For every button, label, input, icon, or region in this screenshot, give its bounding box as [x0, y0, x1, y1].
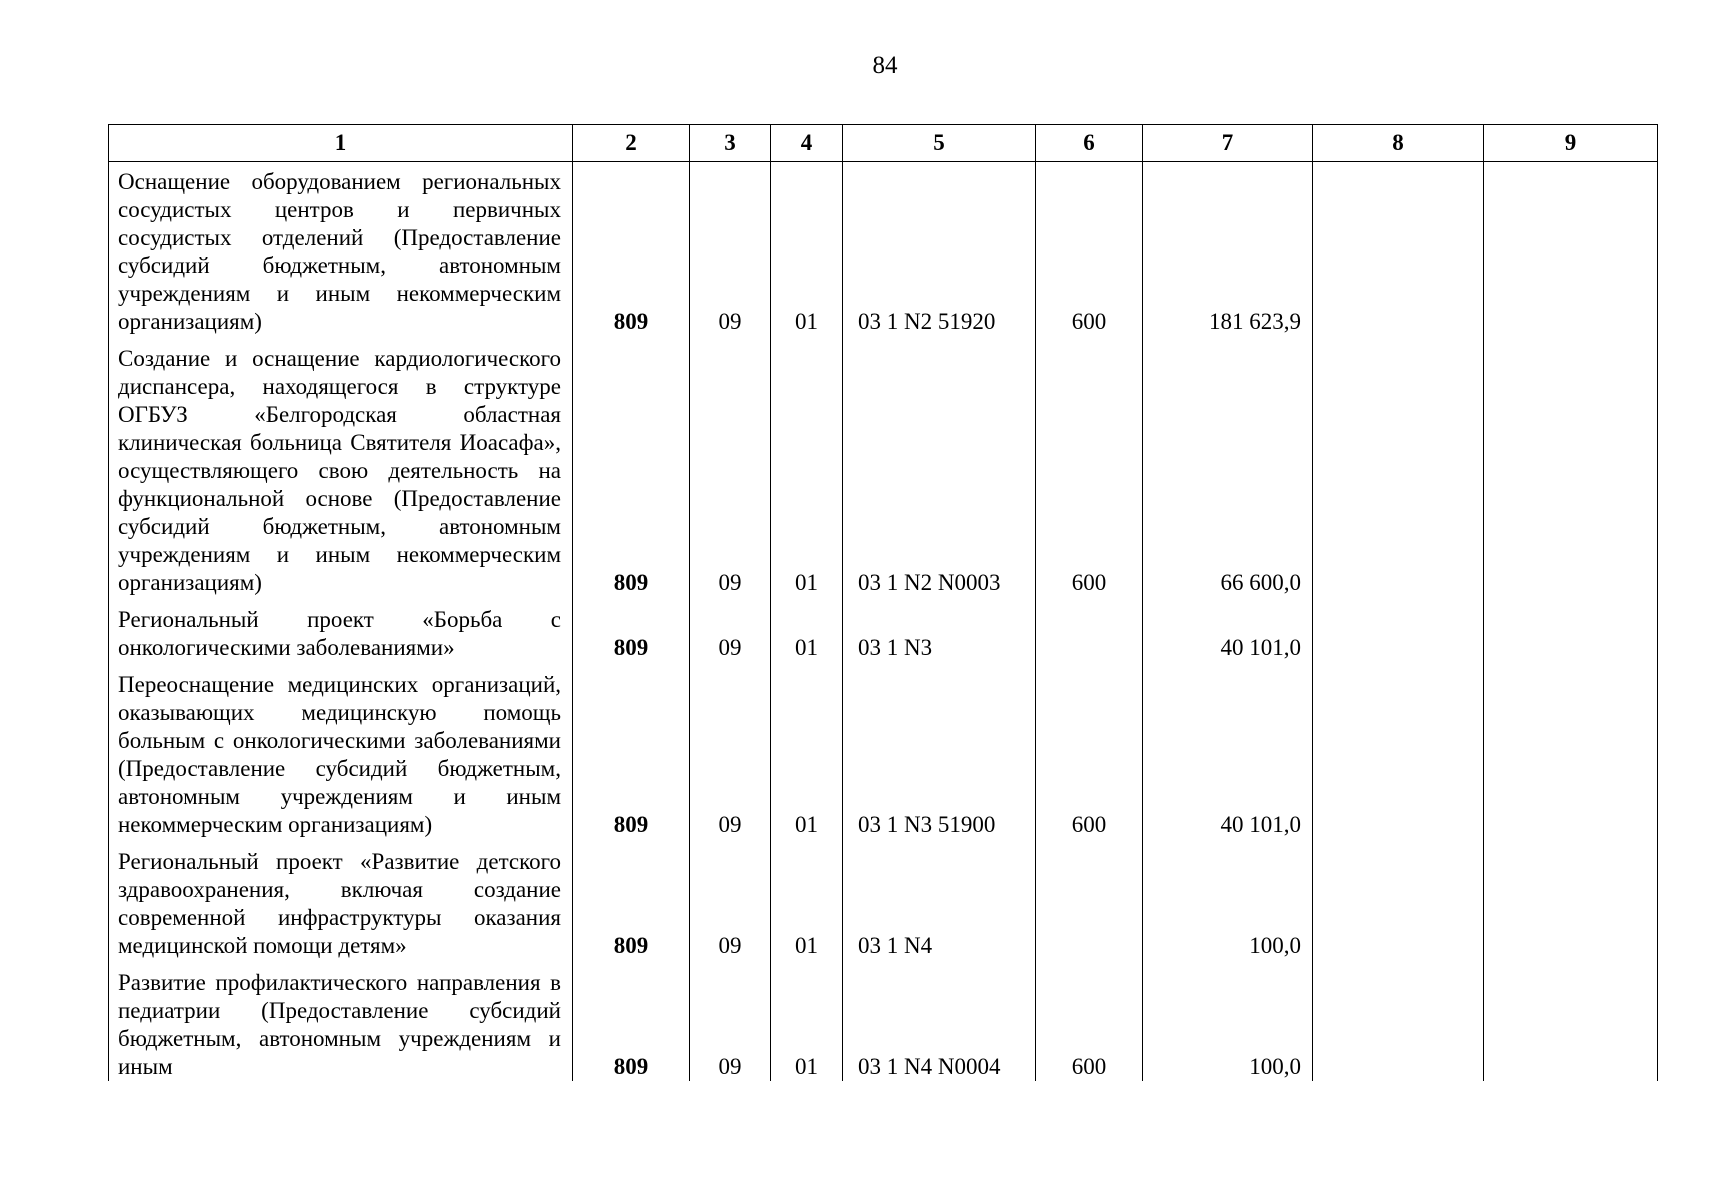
row-pr: 01 [771, 961, 843, 1081]
row-sum: 181 623,9 [1143, 162, 1313, 338]
row-name: Развитие профилактического направления в педиатрии (Предоставление субсидий бюджетным, автономным учреждениям и иным [109, 961, 573, 1081]
column-header: 5 [843, 125, 1036, 162]
row-grbs: 809 [573, 598, 690, 663]
row-sum: 100,0 [1143, 961, 1313, 1081]
row-pr: 01 [771, 162, 843, 338]
row-vr: 600 [1036, 162, 1143, 338]
row-name: Создание и оснащение кардиологического диспансера, находящегося в структуре ОГБУЗ «Белгородская областная клиническая больница Святителя Иоасафа», осуществляющего свою деятельность на функциональной основе (Предоставление субсидий бюджетным, автономным учреждениям и иным некоммерческим организациям) [109, 337, 573, 598]
row-name: Региональный проект «Борьба с онкологическими заболеваниями» [109, 598, 573, 663]
row-col9 [1484, 663, 1658, 840]
row-csr: 03 1 N3 51900 [843, 663, 1036, 840]
header-row [109, 125, 1658, 162]
row-sum: 100,0 [1143, 840, 1313, 961]
row-rz: 09 [690, 663, 771, 840]
page-number: 84 [872, 52, 898, 79]
row-grbs: 809 [573, 961, 690, 1081]
row-csr: 03 1 N2 N0003 [843, 337, 1036, 598]
row-rz: 09 [690, 961, 771, 1081]
column-header: 6 [1036, 125, 1143, 162]
row-csr: 03 1 N4 N0004 [843, 961, 1036, 1081]
table-row [109, 961, 1658, 1081]
row-name: Переоснащение медицинских организаций, оказывающих медицинскую помощь больным с онкологическими заболеваниями (Предоставление субсидий бюджетным, автономным учреждениям и иным некоммерческим организациям) [109, 663, 573, 840]
column-header: 9 [1484, 125, 1658, 162]
row-sum: 40 101,0 [1143, 663, 1313, 840]
row-pr: 01 [771, 337, 843, 598]
row-grbs: 809 [573, 337, 690, 598]
row-name: Региональный проект «Развитие детского здравоохранения, включая создание современной инфраструктуры оказания медицинской помощи детям» [109, 840, 573, 961]
row-sum: 66 600,0 [1143, 337, 1313, 598]
row-sum: 40 101,0 [1143, 598, 1313, 663]
row-col9 [1484, 598, 1658, 663]
column-header: 2 [573, 125, 690, 162]
row-col8 [1313, 162, 1484, 338]
row-rz: 09 [690, 162, 771, 338]
row-vr: 600 [1036, 961, 1143, 1081]
budget-table [108, 124, 1658, 1081]
row-pr: 01 [771, 840, 843, 961]
table-header [109, 125, 1658, 162]
row-grbs: 809 [573, 663, 690, 840]
row-col9 [1484, 162, 1658, 338]
row-pr: 01 [771, 598, 843, 663]
row-col8 [1313, 598, 1484, 663]
column-header: 4 [771, 125, 843, 162]
row-col9 [1484, 337, 1658, 598]
table-row [109, 598, 1658, 663]
column-header: 8 [1313, 125, 1484, 162]
row-name: Оснащение оборудованием региональных сосудистых центров и первичных сосудистых отделений (Предоставление субсидий бюджетным, автономным учреждениям и иным некоммерческим организациям) [109, 162, 573, 338]
row-csr: 03 1 N2 51920 [843, 162, 1036, 338]
row-csr: 03 1 N4 [843, 840, 1036, 961]
table-row [109, 840, 1658, 961]
column-header: 1 [109, 125, 573, 162]
table-row [109, 663, 1658, 840]
row-col8 [1313, 337, 1484, 598]
table-body [109, 162, 1658, 1082]
row-rz: 09 [690, 598, 771, 663]
column-header: 7 [1143, 125, 1313, 162]
row-grbs: 809 [573, 840, 690, 961]
column-header: 3 [690, 125, 771, 162]
table-row [109, 337, 1658, 598]
row-col8 [1313, 663, 1484, 840]
row-col8 [1313, 961, 1484, 1081]
row-rz: 09 [690, 840, 771, 961]
row-col9 [1484, 961, 1658, 1081]
row-col8 [1313, 840, 1484, 961]
row-vr: 600 [1036, 663, 1143, 840]
row-vr [1036, 840, 1143, 961]
row-vr [1036, 598, 1143, 663]
row-col9 [1484, 840, 1658, 961]
row-rz: 09 [690, 337, 771, 598]
row-csr: 03 1 N3 [843, 598, 1036, 663]
table-row [109, 162, 1658, 338]
row-grbs: 809 [573, 162, 690, 338]
row-pr: 01 [771, 663, 843, 840]
row-vr: 600 [1036, 337, 1143, 598]
